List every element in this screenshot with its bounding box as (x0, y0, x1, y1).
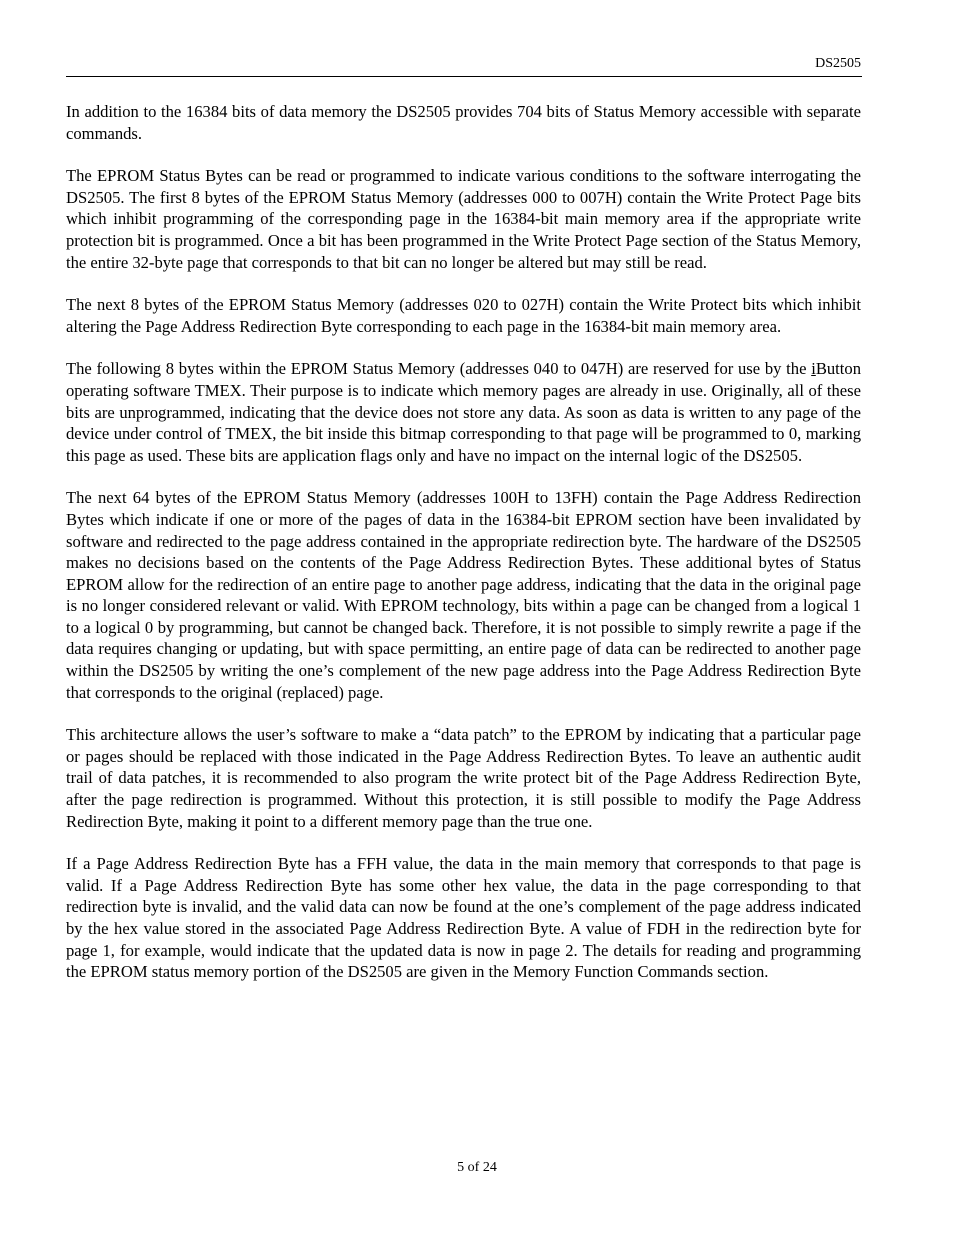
document-body (66, 101, 861, 1004)
tmex-text-before: The following 8 bytes within the EPROM Status Memory (addresses 040 to 047H) are reserved for use by the (66, 359, 812, 379)
paragraph-data-patch: This architecture allows the user’s software to make a “data patch” to the EPROM by indicating that a particular page or pages should be replaced with those indicated in the Page Address Redirection Bytes. To leave an authentic audit trail of data patches, it is recommended to also program the write protect bit of the Page Address Redirection Byte, after the page redirection is programmed. Without this protection, it is still possible to modify the Page Address Redirection Byte, making it point to a different memory page than the true one. (66, 725, 861, 831)
tmex-text-after: Button operating software TMEX. Their purpose is to indicate which memory pages are already in use. Originally, all of these bits are unprogrammed, indicating that the device does not store any data. As soon as data is written to any page of the device under control of TMEX, the bit inside this bitmap corresponding to that page will be programmed to 0, marking this page as used. These bits are application flags only and have no impact on the internal logic of the DS2505. (66, 359, 861, 465)
paragraph-write-protect-bits: The next 8 bytes of the EPROM Status Memory (addresses 020 to 027H) contain the Write Protect bits which inhibit altering the Page Address Redirection Byte corresponding to each page in the 16384-bit main memory area. (66, 295, 861, 336)
ibutton-underlined-i: i (811, 359, 816, 379)
paragraph-eprom-status-bytes: The EPROM Status Bytes can be read or programmed to indicate various conditions to the software interrogating the DS2505. The first 8 bytes of the EPROM Status Memory (addresses 000 to 007H) contain the Write Protect Page bits which inhibit programming of the corresponding page in the 16384-bit main memory area if the appropriate write protection bit is programmed. Once a bit has been programmed in the Write Protect Page section of the Status Memory, the entire 32-byte page that corresponds to that bit can no longer be altered but may still be read. (66, 166, 861, 272)
paragraph-redirection-byte-values: If a Page Address Redirection Byte has a FFH value, the data in the main memory that corresponds to that page is valid. If a Page Address Redirection Byte has some other hex value, the data in the page corresponding to that redirection byte is invalid, and the valid data can now be found at the one’s complement of the page address indicated by the hex value stored in the associated Page Address Redirection Byte. A value of FDH in the redirection byte for page 1, for example, would indicate that the updated data is now in page 2. The details for reading and programming the EPROM status memory portion of the DS2505 are given in the Memory Function Commands section. (66, 854, 861, 982)
footer-page-number: 5 of 24 (457, 1160, 497, 1175)
paragraph-tmex-reserved-bytes (66, 358, 861, 466)
paragraph-status-memory-intro: In addition to the 16384 bits of data memory the DS2505 provides 704 bits of Status Memory accessible with separate commands. (66, 102, 861, 143)
header-document-title: DS2505 (815, 56, 861, 71)
paragraph-page-address-redirection: The next 64 bytes of the EPROM Status Memory (addresses 100H to 13FH) contain the Page Address Redirection Bytes which indicate if one or more of the pages of data in the 16384-bit EPROM section have been invalidated by software and redirected to the page address contained in the appropriate redirection byte. The hardware of the DS2505 makes no decisions based on the contents of the Page Address Redirection Bytes. These additional bytes of Status EPROM allow for the redirection of an entire page to another page address, indicating that the data in the original page is no longer considered relevant or valid. With EPROM technology, bits within a page can be changed from a logical 1 to a logical 0 by programming, but cannot be changed back. Therefore, it is not possible to simply rewrite a page if the data requires changing or updating, but with space permitting, an entire page of data can be redirected to another page within the DS2505 by writing the one’s complement of the new page address into the Page Address Redirection Byte that corresponds to the original (replaced) page. (66, 488, 861, 702)
header-divider (66, 76, 862, 77)
